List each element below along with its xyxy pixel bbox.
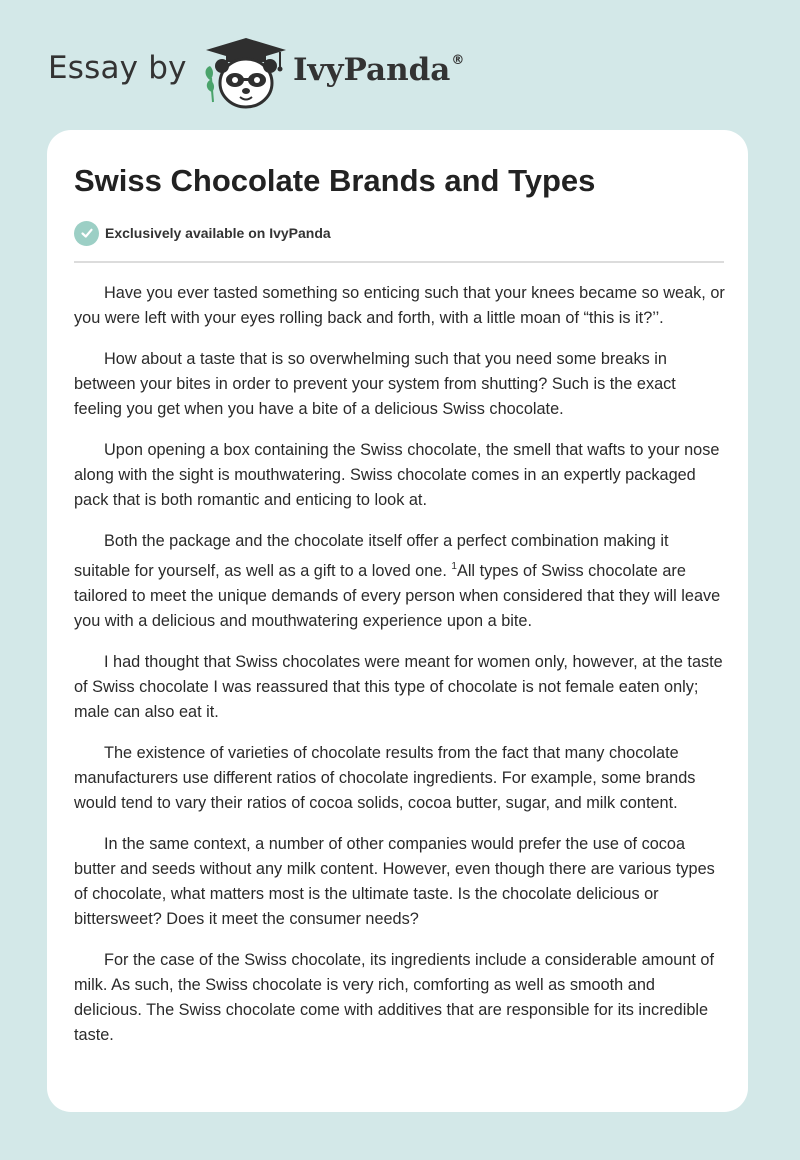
- exclusive-badge: [74, 220, 331, 246]
- paragraph-4: [74, 529, 726, 634]
- paragraph-1: Have you ever tasted something so enticing such that your knees became so weak, or you were left with your eyes rolling back and forth, with a little moan of “this is it?’’.: [74, 284, 725, 327]
- essay-by-label: Essay by: [48, 50, 187, 86]
- paragraph-4-part-2: All types of Swiss chocolate are tailored to meet the unique demands of every person when considered that they will leave you with a delicious and mouthwatering experience upon a bite.: [74, 562, 721, 630]
- essay-body: [74, 281, 726, 1064]
- footnote-marker[interactable]: 1: [451, 561, 457, 572]
- paragraph-4-part-1: Both the package and the chocolate itself offer a perfect combination making it suitable for yourself, as well as a gift to a loved one.: [74, 532, 669, 580]
- brand-name[interactable]: [293, 52, 464, 88]
- paragraph-2: How about a taste that is so overwhelming such that you need some breaks in between your bites in order to prevent your system from shutting? Such is the exact feeling you get when you have a bite of a delicious Swiss chocolate.: [74, 350, 676, 418]
- registered-mark: ®: [451, 53, 465, 68]
- essay-title: Swiss Chocolate Brands and Types: [74, 163, 596, 198]
- paragraph-3: Upon opening a box containing the Swiss chocolate, the smell that wafts to your nose along with the sight is mouthwatering. Swiss chocolate comes in an expertly packaged pack that is both romantic and enticing to look at.: [74, 441, 720, 509]
- checkmark-icon: [74, 221, 99, 246]
- paragraph-8: For the case of the Swiss chocolate, its ingredients include a considerable amount of milk. As such, the Swiss chocolate is very rich, comforting as well as smooth and delicious. The Swiss chocolate come with additives that are responsible for its incredible taste.: [74, 951, 714, 1044]
- paragraph-7: In the same context, a number of other companies would prefer the use of cocoa butter and seeds without any milk content. However, even though there are various types of chocolate, what matters most is the ultimate taste. Is the chocolate delicious or bittersweet? Does it meet the consumer needs?: [74, 835, 715, 928]
- paragraph-5: I had thought that Swiss chocolates were meant for women only, however, at the taste of Swiss chocolate I was reassured that this type of chocolate is not female eaten only; male can also eat it.: [74, 653, 723, 721]
- panda-graduate-logo-icon[interactable]: [200, 36, 292, 110]
- paragraph-6: The existence of varieties of chocolate results from the fact that many chocolate manufacturers use different ratios of chocolate ingredients. For example, some brands would tend to vary their ratios of cocoa solids, cocoa butter, sugar, and milk content.: [74, 744, 696, 812]
- title-divider: [74, 261, 724, 263]
- exclusive-badge-text: Exclusively available on IvyPanda: [105, 225, 331, 241]
- brand-name-text: IvyPanda: [293, 52, 451, 88]
- site-header: [0, 0, 800, 130]
